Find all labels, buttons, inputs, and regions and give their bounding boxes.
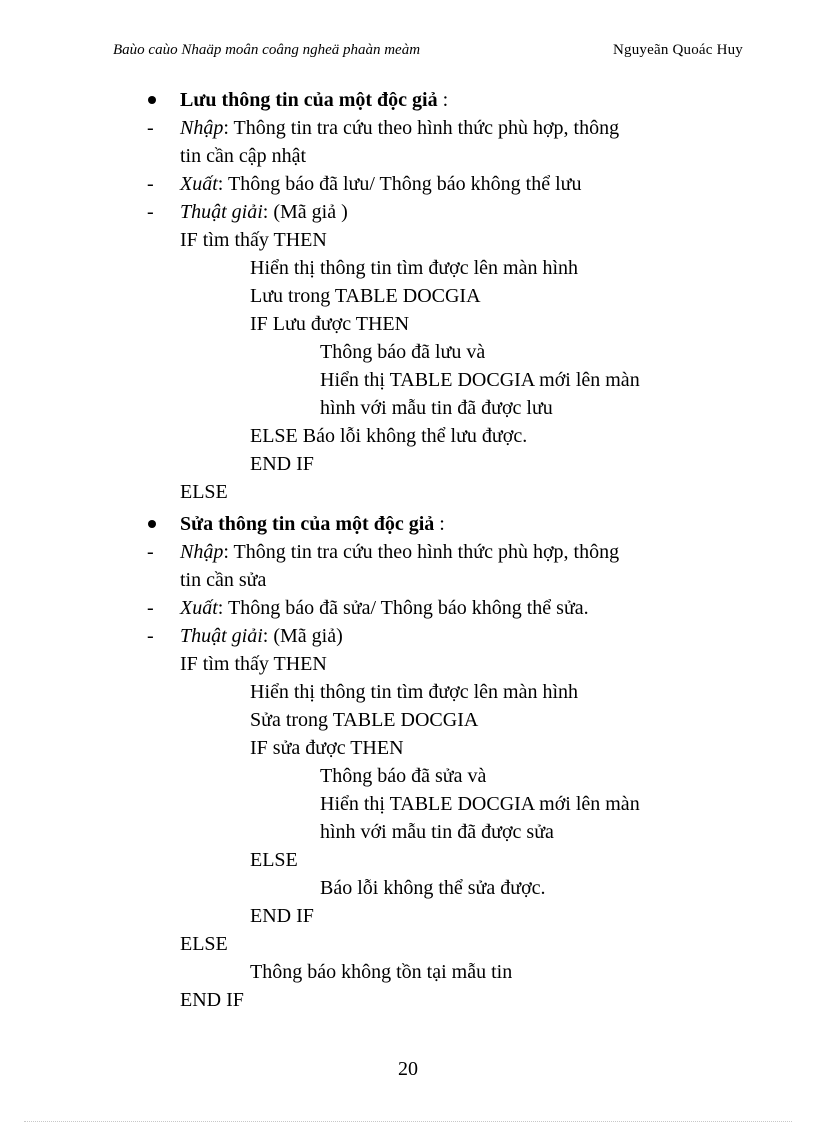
code-line: Hiển thị thông tin tìm được lên màn hình [250,257,579,279]
code-line: ELSE [250,849,298,871]
code-line: Hiển thị TABLE DOCGIA mới lên màn [320,369,640,391]
section-heading [180,86,448,114]
header-title: Baùo caùo Nhaäp moân coâng ngheä phaàn meàm [113,42,421,58]
dash-marker: - [147,201,154,223]
code-line: Thông báo đã lưu và [320,341,486,363]
code-line: ELSE [180,481,228,503]
code-line: Lưu trong TABLE DOCGIA [250,285,481,307]
code-line: END IF [250,905,314,927]
input-line [180,114,619,142]
code-line: hình với mẫu tin đã được sửa [320,821,554,843]
input-label: Nhập [180,541,224,563]
code-line: ELSE Báo lỗi không thể lưu được. [250,425,528,447]
section-title-suffix: : [437,89,449,111]
section-heading [180,510,445,538]
code-line: IF Lưu được THEN [250,313,410,335]
code-line: IF tìm thấy THEN [180,653,327,675]
algorithm-text: : (Mã giả ) [262,201,348,223]
dash-marker: - [147,173,154,195]
input-text-continued: tin cần cập nhật [180,145,307,167]
code-line: Báo lỗi không thể sửa được. [320,877,546,899]
input-label: Nhập [180,117,224,139]
input-text: : Thông tin tra cứu theo hình thức phù hợp, thông [223,541,620,563]
code-line: Hiển thị TABLE DOCGIA mới lên màn [320,793,640,815]
bullet-icon [148,520,156,528]
code-line: IF sửa được THEN [250,737,404,759]
dash-marker: - [147,541,154,563]
algorithm-line [180,622,343,650]
algorithm-label: Thuật giải [180,201,263,223]
code-line: Thông báo đã sửa và [320,765,487,787]
output-line [180,594,589,622]
output-label: Xuất [180,597,218,619]
output-text: : Thông báo đã sửa/ Thông báo không thể sửa. [217,597,589,619]
code-line: IF tìm thấy THEN [180,229,327,251]
code-line: Thông báo không tồn tại mẫu tin [250,961,513,983]
input-line [180,538,619,566]
output-line [180,170,581,198]
code-line: END IF [180,989,244,1011]
input-text: : Thông tin tra cứu theo hình thức phù hợp, thông [223,117,620,139]
algorithm-text: : (Mã giả) [262,625,343,647]
section-title: Lưu thông tin của một độc giả [180,89,438,111]
page-number: 20 [398,1058,418,1080]
footer-divider [24,1121,792,1122]
algorithm-line [180,198,348,226]
algorithm-label: Thuật giải [180,625,263,647]
code-line: END IF [250,453,314,475]
dash-marker: - [147,117,154,139]
dash-marker: - [147,625,154,647]
page-header [113,42,743,64]
bullet-icon [148,96,156,104]
code-line: ELSE [180,933,228,955]
code-line: Sửa trong TABLE DOCGIA [250,709,479,731]
header-author: Nguyeãn Quoác Huy [612,42,743,58]
input-text-continued: tin cần sửa [180,569,267,591]
output-text: : Thông báo đã lưu/ Thông báo không thể lưu [217,173,582,195]
code-line: Hiển thị thông tin tìm được lên màn hình [250,681,579,703]
code-line: hình với mẫu tin đã được lưu [320,397,553,419]
section-title-suffix: : [434,513,445,535]
output-label: Xuất [180,173,218,195]
section-title: Sửa thông tin của một độc giả [180,513,435,535]
dash-marker: - [147,597,154,619]
